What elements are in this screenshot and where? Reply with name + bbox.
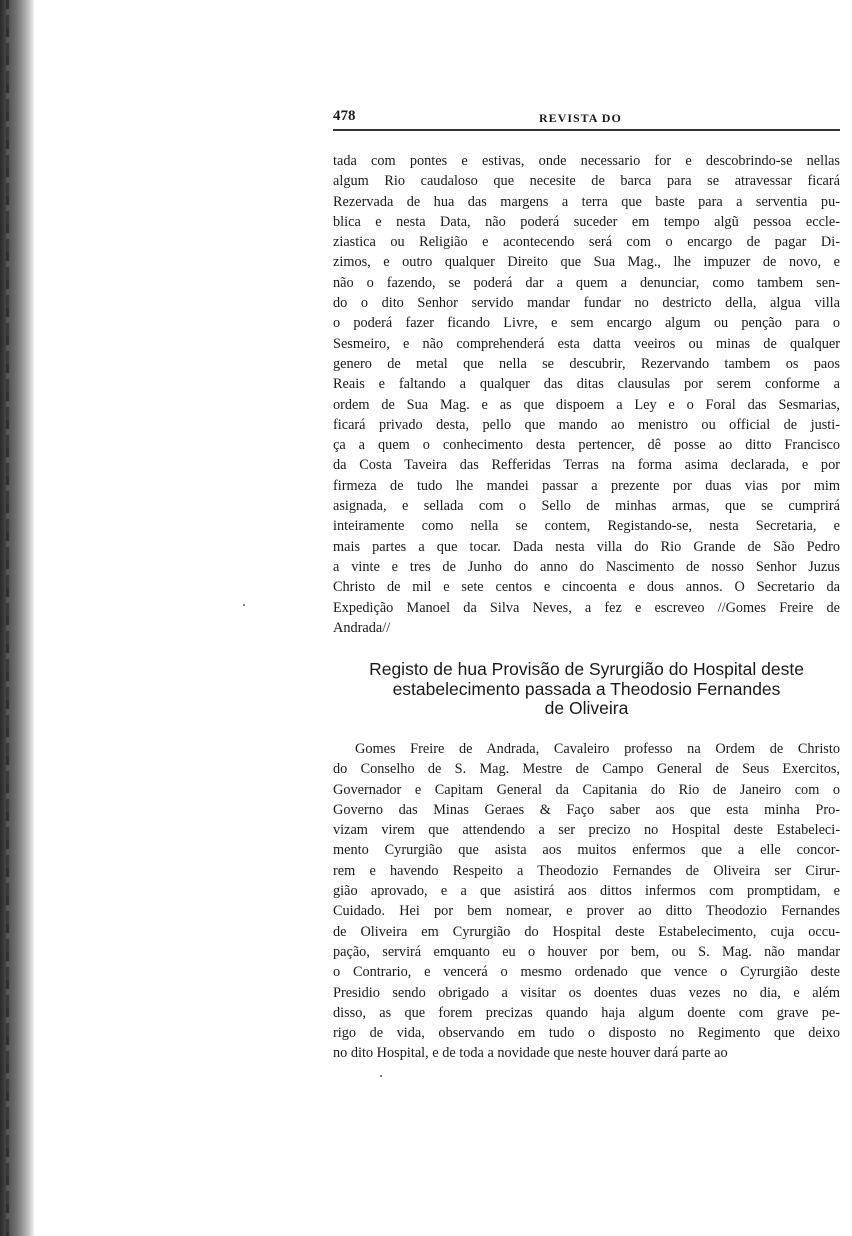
header-rule	[333, 129, 840, 131]
text-line: Presidio sendo obrigado a visitar os doentes duas vezes no dia, e além	[333, 984, 840, 1001]
text-line: tada com pontes e estivas, onde necessario for e descobrindo-se nellas	[333, 153, 840, 169]
scan-speck	[380, 1075, 382, 1077]
text-line: rem e havendo Respeito a Theodozio Fernandes de Oliveira ser Cirur-	[333, 862, 840, 879]
text-line: da Costa Taveira das Refferidas Terras na forma asima declarada, e por	[333, 457, 840, 474]
text-line: ordem de Sua Mag. e as que dispoem a Ley e o Foral das Sesmarias,	[333, 396, 840, 413]
section-heading	[333, 660, 840, 719]
text-line: Andrada//	[333, 619, 391, 636]
book-binding-edge	[0, 0, 34, 1236]
heading-line: de Oliveira	[544, 698, 629, 718]
text-line: ça a quem o conhecimento desta pertencer, dê posse ao ditto Francisco	[333, 437, 840, 454]
text-line: o poderá fazer ficando Livre, e sem encargo algum ou penção para o	[333, 315, 840, 332]
text-line: disso, as que forem precizas quando haja algum doente com grave pe-	[333, 1004, 840, 1021]
text-line: Rezervada de hua das margens a terra que baste para a serventia pu-	[333, 193, 840, 210]
text-line: blica e nesta Data, não poderá suceder em tempo algũ pessoa eccle-	[333, 213, 840, 230]
paragraph-1	[333, 151, 840, 638]
text-line: Governador e Capitam General da Capitania do Rio de Janeiro com o	[333, 781, 840, 798]
text-line: mento Cyrurgião que asista aos muitos enfermos que a elle concor-	[333, 842, 840, 859]
text-line: ficará privado desta, pello que mando ao menistro ou official de justi-	[333, 416, 840, 433]
text-line: Governo das Minas Geraes & Faço saber aos que esta minha Pro-	[333, 801, 840, 818]
text-line: firmeza de tudo lhe mandei passar a prezente por duas vias por mim	[333, 477, 840, 494]
text-line: algum Rio caudaloso que necesite de barca para se atravessar ficará	[333, 173, 840, 190]
text-line: no dito Hospital, e de toda a novidade que neste houver dará parte ao	[333, 1045, 728, 1062]
text-line: inteiramente como nella se contem, Registando-se, nesta Secretaria, e	[333, 518, 840, 535]
text-line: Christo de mil e sete centos e cincoenta e dous annos. O Secretario da	[333, 579, 840, 596]
text-line: Reais e faltando a qualquer das ditas clausulas por serem conforme a	[333, 376, 840, 393]
scan-speck	[243, 604, 245, 606]
text-line: Sesmeiro, e não comprehenderá esta datta veeiros ou minas de qualquer	[333, 335, 840, 352]
heading-line: estabelecimento passada a Theodosio Fernandes	[392, 678, 781, 699]
text-line: de Oliveira em Cyrurgião do Hospital deste Estabelecimento, cuja occu-	[333, 923, 840, 940]
page-number: 478	[333, 108, 356, 124]
text-line: do o dito Senhor servido mandar fundar no destricto della, algua villa	[333, 295, 840, 312]
heading-line: Registo de hua Provisão de Syrurgião do Hospital deste	[369, 659, 804, 679]
text-line: mais partes a que tocar. Dada nesta villa do Rio Grande de São Pedro	[333, 538, 840, 555]
text-line: o Contrario, e vencerá o mesmo ordenado que vence o Cyrurgião deste	[333, 964, 840, 981]
text-line: Cuidado. Hei por bem nomear, e prover ao ditto Theodozio Fernandes	[333, 903, 840, 920]
text-line: Expedição Manoel da Silva Neves, a fez e escreveo //Gomes Freire de	[333, 599, 840, 616]
text-line: a vinte e tres de Junho do anno do Nascimento de nosso Senhor Juzus	[333, 558, 840, 575]
text-line: gião aprovado, e a que asistirá aos dittos infermos com promptidam, e	[333, 883, 840, 900]
text-line: genero de metal que nella se descubrir, Rezervando tambem os paos	[333, 355, 840, 372]
text-line: Gomes Freire de Andrada, Cavaleiro professo na Ordem de Christo	[355, 741, 840, 757]
text-line: ziastica ou Religião e acontecendo será com o encargo de pagar Di-	[333, 234, 840, 251]
text-line: não o fazendo, se poderá dar a quem a denunciar, como tambem sen-	[333, 274, 840, 291]
text-line: asignada, e sellada com o Sello de minhas armas, que se cumprirá	[333, 498, 840, 515]
text-line: zimos, e outro qualquer Direito que Sua Mag., lhe impuzer de novo, e	[333, 254, 840, 271]
text-line: vizam virem que attendendo a ser precizo no Hospital deste Estabeleci-	[333, 822, 840, 839]
paragraph-2	[333, 739, 840, 1064]
text-line: pação, servirá emquanto eu o houver por bem, ou S. Mag. não mandar	[333, 943, 840, 960]
running-head: REVISTA DO	[539, 111, 622, 125]
text-line: do Conselho de S. Mag. Mestre de Campo General de Seus Exercitos,	[333, 761, 840, 778]
text-line: rigo de vida, observando em tudo o disposto no Regimento que deixo	[333, 1025, 840, 1042]
